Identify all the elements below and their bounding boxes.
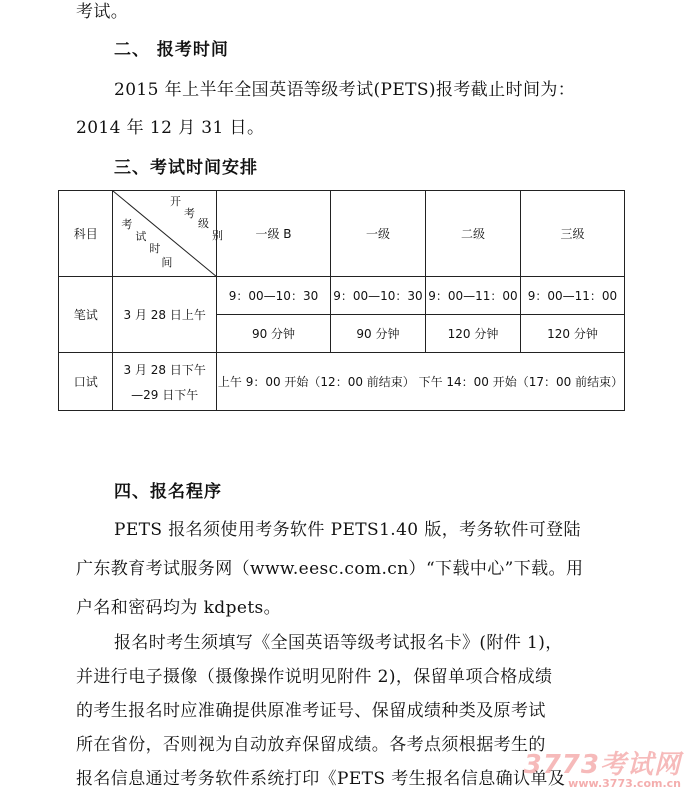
written-label: 笔试 bbox=[59, 277, 113, 353]
oral-label: 口试 bbox=[59, 353, 113, 411]
written-time: 9：00—11：00 bbox=[425, 277, 520, 315]
section-heading-3: 三、考试时间安排 bbox=[114, 158, 258, 178]
text-line: 2015 年上半年全国英语等级考试(PETS)报考截止时间为： bbox=[114, 80, 576, 100]
level-label: 开 考 级 别 bbox=[170, 195, 224, 242]
text-line: 考试。 bbox=[76, 2, 129, 22]
watermark-main: 3773考试网 bbox=[523, 750, 681, 780]
diagonal-header-cell bbox=[113, 191, 224, 277]
oral-date bbox=[113, 353, 217, 411]
written-time: 9：00—10：30 bbox=[330, 277, 425, 315]
written-time: 9：00—11：00 bbox=[520, 277, 624, 315]
text-line: 并进行电子摄像（摄像操作说明见附件 2)，保留单项合格成绩 bbox=[76, 667, 553, 687]
oral-date-line: 3 月 28 日下午 bbox=[123, 362, 206, 377]
written-date: 3 月 28 日上午 bbox=[113, 277, 217, 353]
text-line: 的考生报名时应准确提供原准考证号、保留成绩种类及原考试 bbox=[76, 701, 546, 721]
text-line: 广东教育考试服务网（www.eesc.com.cn）“下载中心”下载。用 bbox=[76, 559, 584, 579]
text-line: 报名时考生须填写《全国英语等级考试报名卡》(附件 1)， bbox=[114, 633, 563, 653]
exam-schedule-table bbox=[58, 190, 625, 411]
text-line: 所在省份，否则视为自动放弃保留成绩。各考点须根据考生的 bbox=[76, 735, 546, 755]
text-line: 户名和密码均为 kdpets。 bbox=[76, 598, 282, 618]
written-duration: 120 分钟 bbox=[520, 315, 624, 353]
level-header: 三级 bbox=[520, 191, 624, 277]
section-heading-4: 四、报名程序 bbox=[114, 482, 222, 502]
written-duration: 90 分钟 bbox=[330, 315, 425, 353]
level-header: 一级 B bbox=[217, 191, 331, 277]
oral-schedule: 上午 9：00 开始（12：00 前结束） 下午 14：00 开始（17：00 前结束） bbox=[217, 353, 625, 411]
written-time: 9：00—10：30 bbox=[217, 277, 331, 315]
subject-header: 科目 bbox=[59, 191, 113, 277]
text-line: PETS 报名须使用考务软件 PETS1.40 版，考务软件可登陆 bbox=[114, 520, 581, 540]
section-heading-2: 二、 报考时间 bbox=[114, 40, 229, 60]
watermark-logo bbox=[524, 744, 681, 790]
text-line: 2014 年 12 月 31 日。 bbox=[76, 118, 265, 138]
text-line: 报名信息通过考务软件系统打印《PETS 考生报名信息确认单及 bbox=[76, 769, 566, 789]
written-duration: 90 分钟 bbox=[217, 315, 331, 353]
level-header: 一级 bbox=[330, 191, 425, 277]
oral-date-line: —29 日下午 bbox=[131, 387, 199, 402]
watermark-url: www.3773.com.cn bbox=[568, 777, 681, 790]
level-header: 二级 bbox=[425, 191, 520, 277]
written-duration: 120 分钟 bbox=[425, 315, 520, 353]
time-label: 考 试 时 间 bbox=[121, 218, 173, 269]
